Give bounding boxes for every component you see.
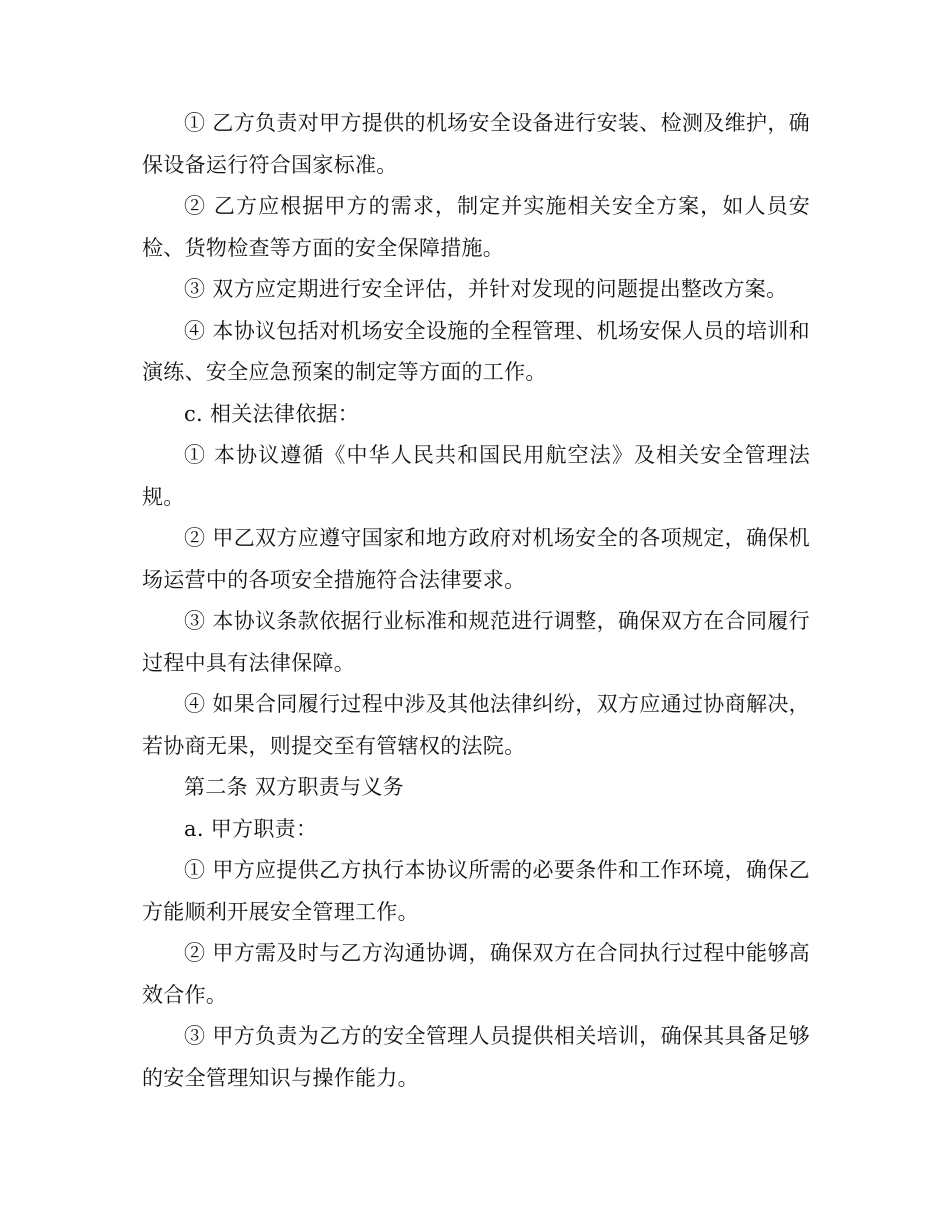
paragraph-9: ① 甲方应提供乙方执行本协议所需的必要条件和工作环境，确保乙方能顺利开展安全管理工作。 [142,858,810,924]
document-page [142,103,810,1099]
paragraph-3: ③ 双方应定期进行安全评估，并针对发现的问题提出整改方案。 [184,277,788,301]
paragraph-11: ③ 甲方负责为乙方的安全管理人员提供相关培训，确保其具备足够的安全管理知识与操作能力。 [142,1024,810,1090]
paragraph-1: ① 乙方负责对甲方提供的机场安全设备进行安装、检测及维护，确保设备运行符合国家标准。 [142,111,810,177]
paragraph-10: ② 甲方需及时与乙方沟通协调，确保双方在合同执行过程中能够高效合作。 [142,941,810,1007]
paragraph-4: ④ 本协议包括对机场安全设施的全程管理、机场安保人员的培训和演练、安全应急预案的制定等方面的工作。 [142,318,810,384]
section-heading-legal-basis: c. 相关法律依据： [184,401,360,426]
paragraph-6: ② 甲乙双方应遵守国家和地方政府对机场安全的各项规定，确保机场运营中的各项安全措施符合法律要求。 [142,526,810,592]
paragraph-2: ② 乙方应根据甲方的需求，制定并实施相关安全方案，如人员安检、货物检查等方面的安全保障措施。 [142,194,810,260]
paragraph-8: ④ 如果合同履行过程中涉及其他法律纠纷，双方应通过协商解决，若协商无果，则提交至有管辖权的法院。 [142,692,810,758]
section-heading-party-a-duties: a. 甲方职责： [184,816,318,841]
article-heading: 第二条 双方职责与义务 [184,775,404,799]
paragraph-7: ③ 本协议条款依据行业标准和规范进行调整，确保双方在合同履行过程中具有法律保障。 [142,609,810,675]
paragraph-5: ① 本协议遵循《中华人民共和国民用航空法》及相关安全管理法规。 [142,443,810,509]
